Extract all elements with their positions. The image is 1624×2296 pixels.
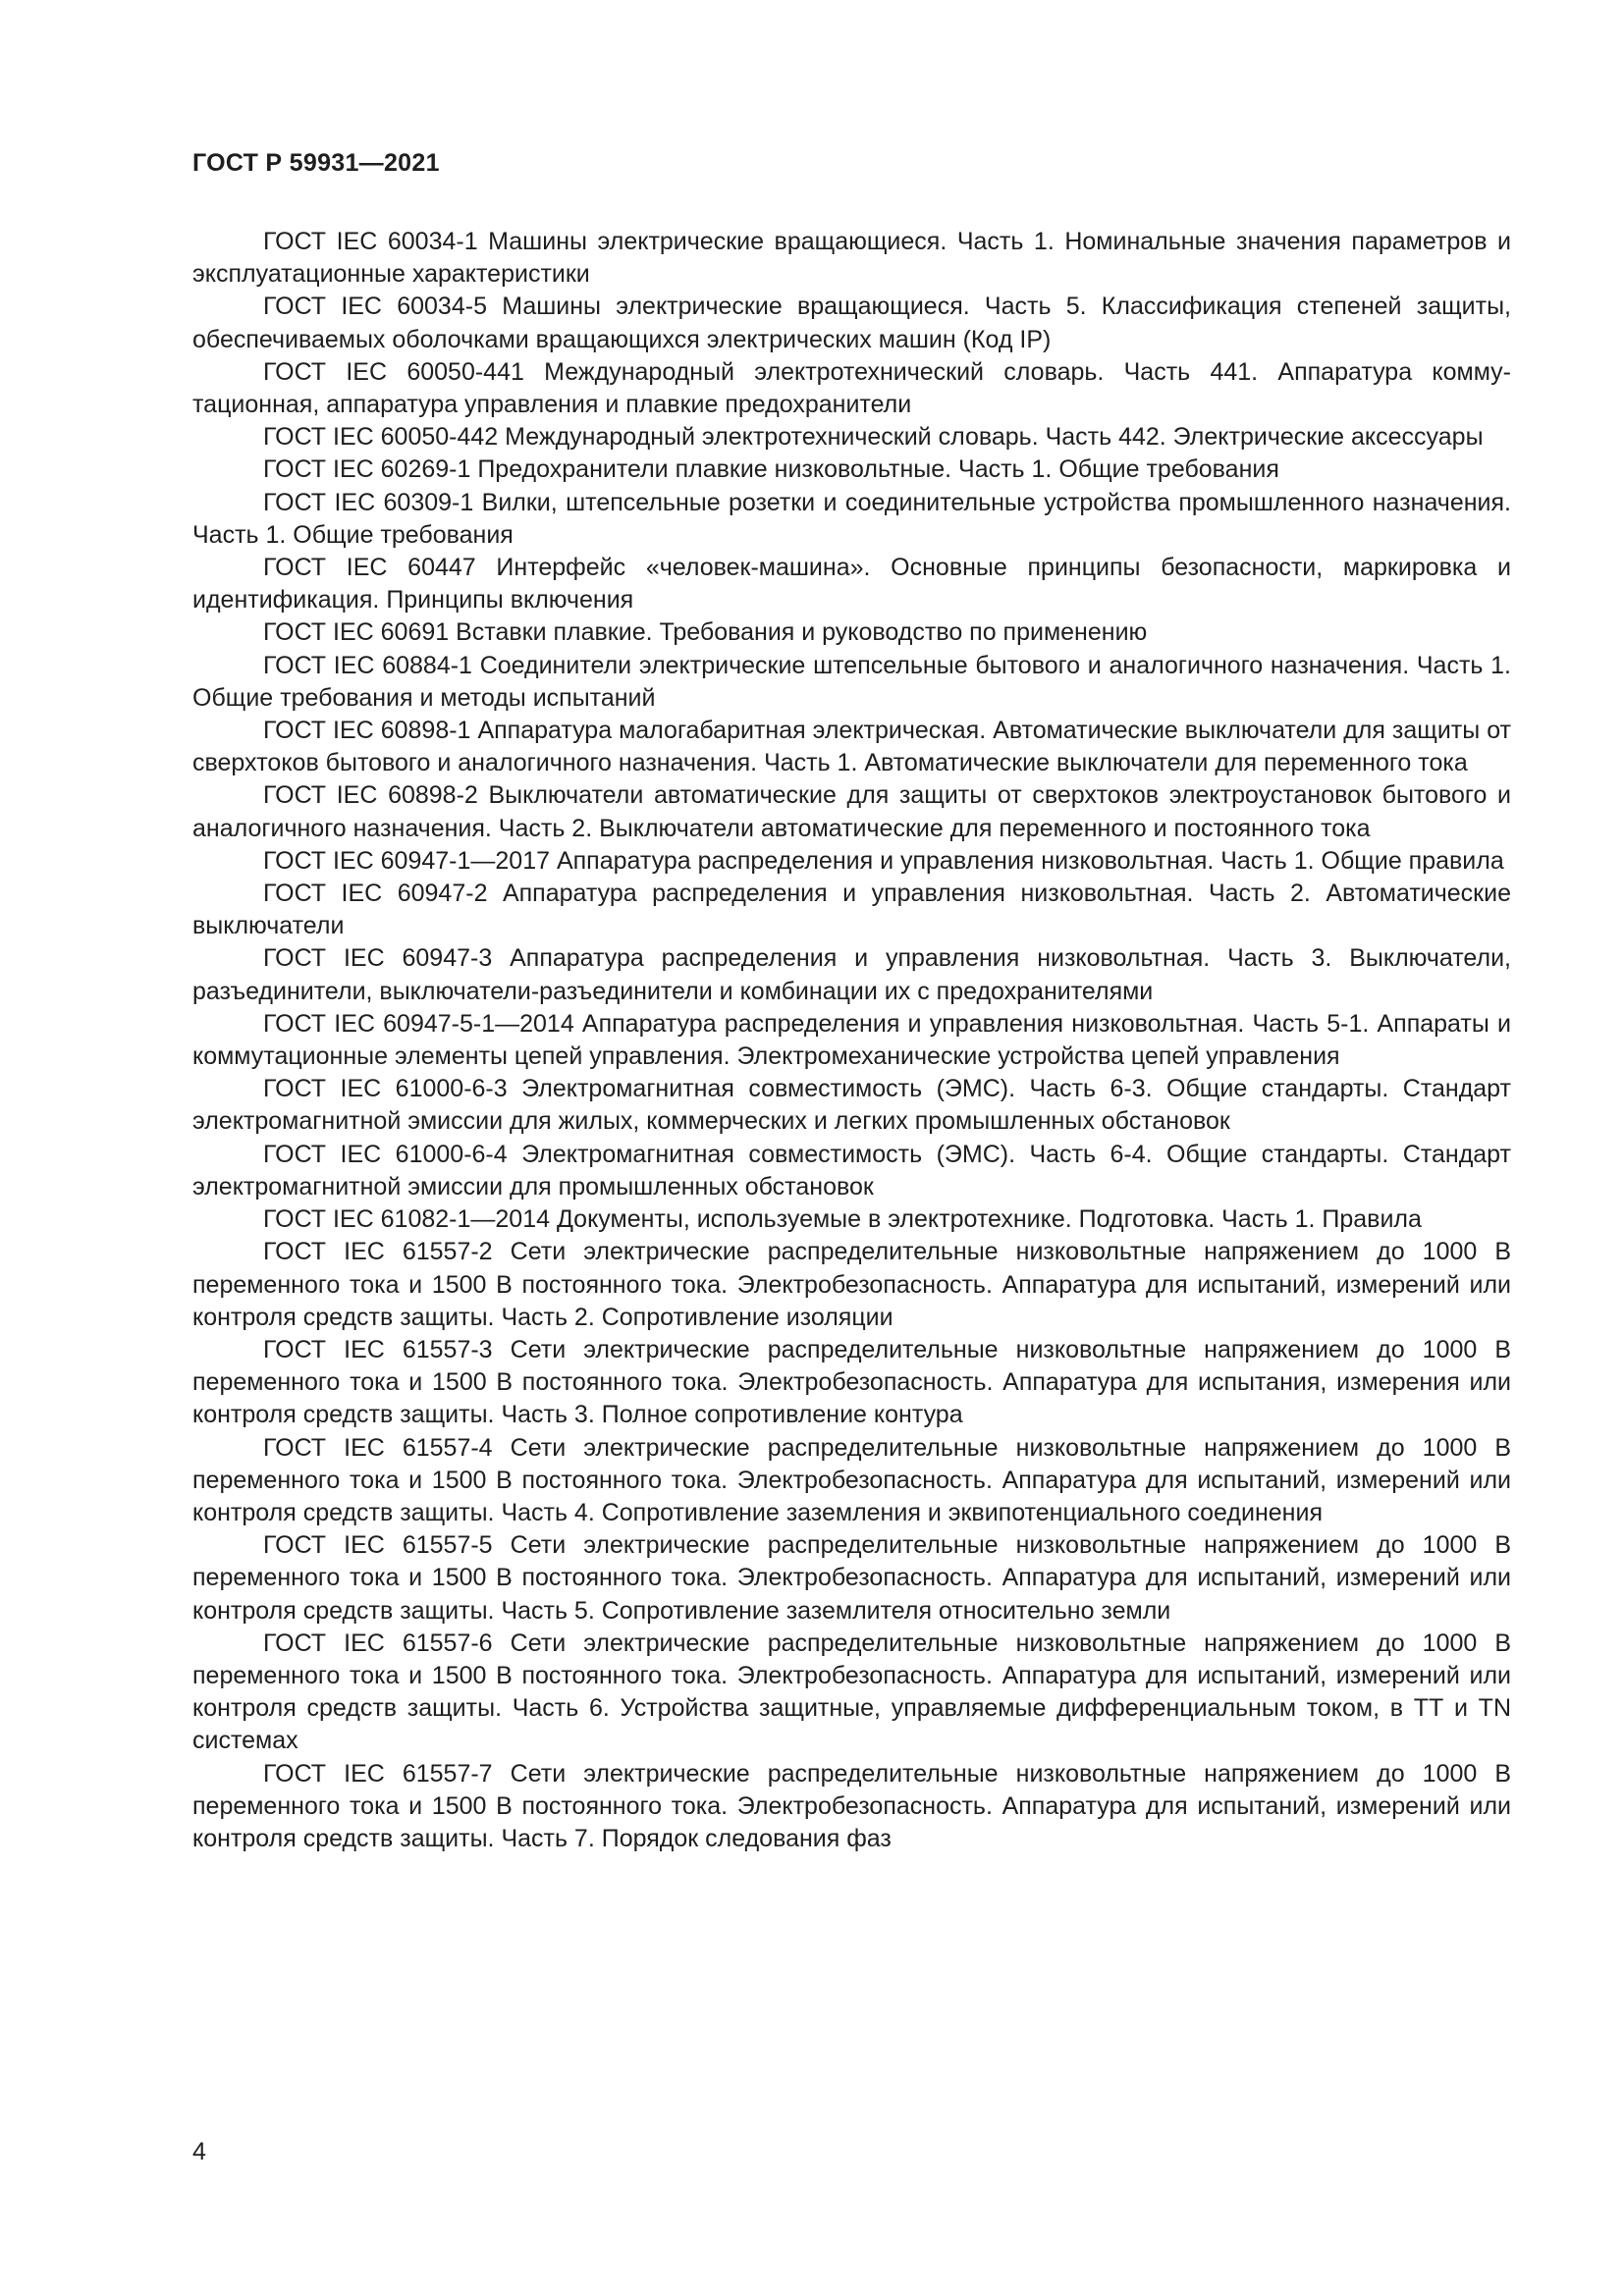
reference-item: ГОСТ IEC 60691 Вставки плавкие. Требования и руководство по применению xyxy=(263,618,1148,647)
reference-item: ГОСТ IEC 60898-1 Аппаратура малогабаритная электрическая. Автоматические выключатели для защиты от сверхтоков бытового и аналогичного назначения. Часть 1. Автоматические выключатели для переменного тока xyxy=(192,717,1511,777)
reference-item: ГОСТ IEC 61557-2 Сети электрические распределительные низковольтные напряжением до 1000 В переменного тока и 1500 В постоянного тока. Электробезопасность. Аппаратура для испытаний, измерений или контроля средств защиты. Часть 2. Сопротивление изоляции xyxy=(192,1238,1511,1331)
reference-item: ГОСТ IEC 60947-5-1—2014 Аппаратура распределения и управления низковольтная. Часть 5-1. Аппараты и коммутационные элементы цепей управления. Электромеханические устройства цепей управления xyxy=(192,1009,1511,1071)
reference-item: ГОСТ IEC 60884-1 Соединители электрические штепсельные бытового и аналогичного назначения. Часть 1. Общие требования и методы испытаний xyxy=(192,651,1511,712)
reference-item: ГОСТ IEC 61082-1—2014 Документы, используемые в электротехнике. Подготовка. Часть 1. Правила xyxy=(263,1205,1422,1234)
page-number: 4 xyxy=(192,2138,206,2165)
reference-item: ГОСТ IEC 61557-4 Сети электрические распределительные низковольтные напряжением до 1000 В переменного тока и 1500 В постоянного тока. Электробезопасность. Аппаратура для испытаний, измерений или контроля средств защиты. Часть 4. Сопротивление заземления и эквипотенциального соединения xyxy=(192,1433,1511,1526)
normative-references-list xyxy=(192,226,1511,1855)
document-header: ГОСТ Р 59931—2021 xyxy=(192,149,440,177)
reference-item: ГОСТ IEC 61000-6-4 Электромагнитная совместимость (ЭМС). Часть 6-4. Общие стандарты. Стандарт электромагнитной эмиссии для промышленных обстановок xyxy=(192,1140,1511,1201)
reference-item: ГОСТ IEC 60898-2 Выключатели автоматические для защиты от сверхтоков электроустановок бытового и аналогичного назначения. Часть 2. Выключатели автоматические для переменного и постоянного тока xyxy=(192,781,1511,842)
reference-item: ГОСТ IEC 60309-1 Вилки, штепсельные розетки и соединительные устройства промышленного назначения. Часть 1. Общие требования xyxy=(192,488,1511,549)
reference-item: ГОСТ IEC 60447 Интерфейс «человек-машина». Основные принципы безопасности, маркировка и идентификация. Принципы включения xyxy=(192,554,1511,614)
reference-item: ГОСТ IEC 60034-5 Машины электрические вращающиеся. Часть 5. Классификация степеней защиты, обеспечиваемых оболочками вращающихся электрических машин (Код IP) xyxy=(192,293,1511,353)
reference-item: ГОСТ IEC 61557-6 Сети электрические распределительные низковольтные напряжением до 1000 В переменного тока и 1500 В постоянного тока. Электробезопасность. Аппаратура для испытаний, измерений или контроля средств защиты. Часть 6. Устройства защитные, управляемые дифференциальным током, в ТТ и TN системах xyxy=(192,1629,1511,1755)
reference-item: ГОСТ IEC 60269-1 Предохранители плавкие низковольтные. Часть 1. Общие требования xyxy=(263,455,1279,484)
reference-item: ГОСТ IEC 61557-7 Сети электрические распределительные низковольтные напряжением до 1000 В переменного тока и 1500 В постоянного тока. Электробезопасность. Аппаратура для испытаний, измерений или контроля средств защиты. Часть 7. Порядок следования фаз xyxy=(192,1759,1511,1852)
reference-item: ГОСТ IEC 61557-5 Сети электрические распределительные низковольтные напряжением до 1000 В переменного тока и 1500 В постоянного тока. Электробезопасность. Аппаратура для испытаний, измерений или контроля средств защиты. Часть 5. Сопротивление заземлителя относительно земли xyxy=(192,1531,1511,1625)
reference-item: ГОСТ IEC 60947-1—2017 Аппаратура распределения и управления низковольтная. Часть 1. Общие правила xyxy=(263,846,1504,875)
reference-item: ГОСТ IEC 60050-441 Международный электротехнический словарь. Часть 441. Аппаратура коммутационная, аппаратура управления и плавкие предохранители xyxy=(192,357,1511,419)
reference-item: ГОСТ IEC 60034-1 Машины электрические вращающиеся. Часть 1. Номинальные значения параметров и эксплуатационные характеристики xyxy=(192,228,1511,289)
reference-item: ГОСТ IEC 61557-3 Сети электрические распределительные низковольтные напряжением до 1000 В переменного тока и 1500 В постоянного тока. Электробезопасность. Аппаратура для испытания, измерения или контроля средств защиты. Часть 3. Полное сопротивление контура xyxy=(192,1335,1511,1429)
reference-item: ГОСТ IEC 61000-6-3 Электромагнитная совместимость (ЭМС). Часть 6-3. Общие стандарты. Стандарт электромагнитной эмиссии для жилых, коммерческих и легких промышленных обстановок xyxy=(192,1075,1511,1136)
reference-item: ГОСТ IEC 60050-442 Международный электротехнический словарь. Часть 442. Электрические аксессуары xyxy=(263,423,1484,452)
reference-item: ГОСТ IEC 60947-2 Аппаратура распределения и управления низковольтная. Часть 2. Автоматические выключатели xyxy=(192,880,1511,940)
reference-item: ГОСТ IEC 60947-3 Аппаратура распределения и управления низковольтная. Часть 3. Выключатели, разъединители, выключатели-разъединители и комбинации их с предохранителями xyxy=(192,944,1511,1005)
